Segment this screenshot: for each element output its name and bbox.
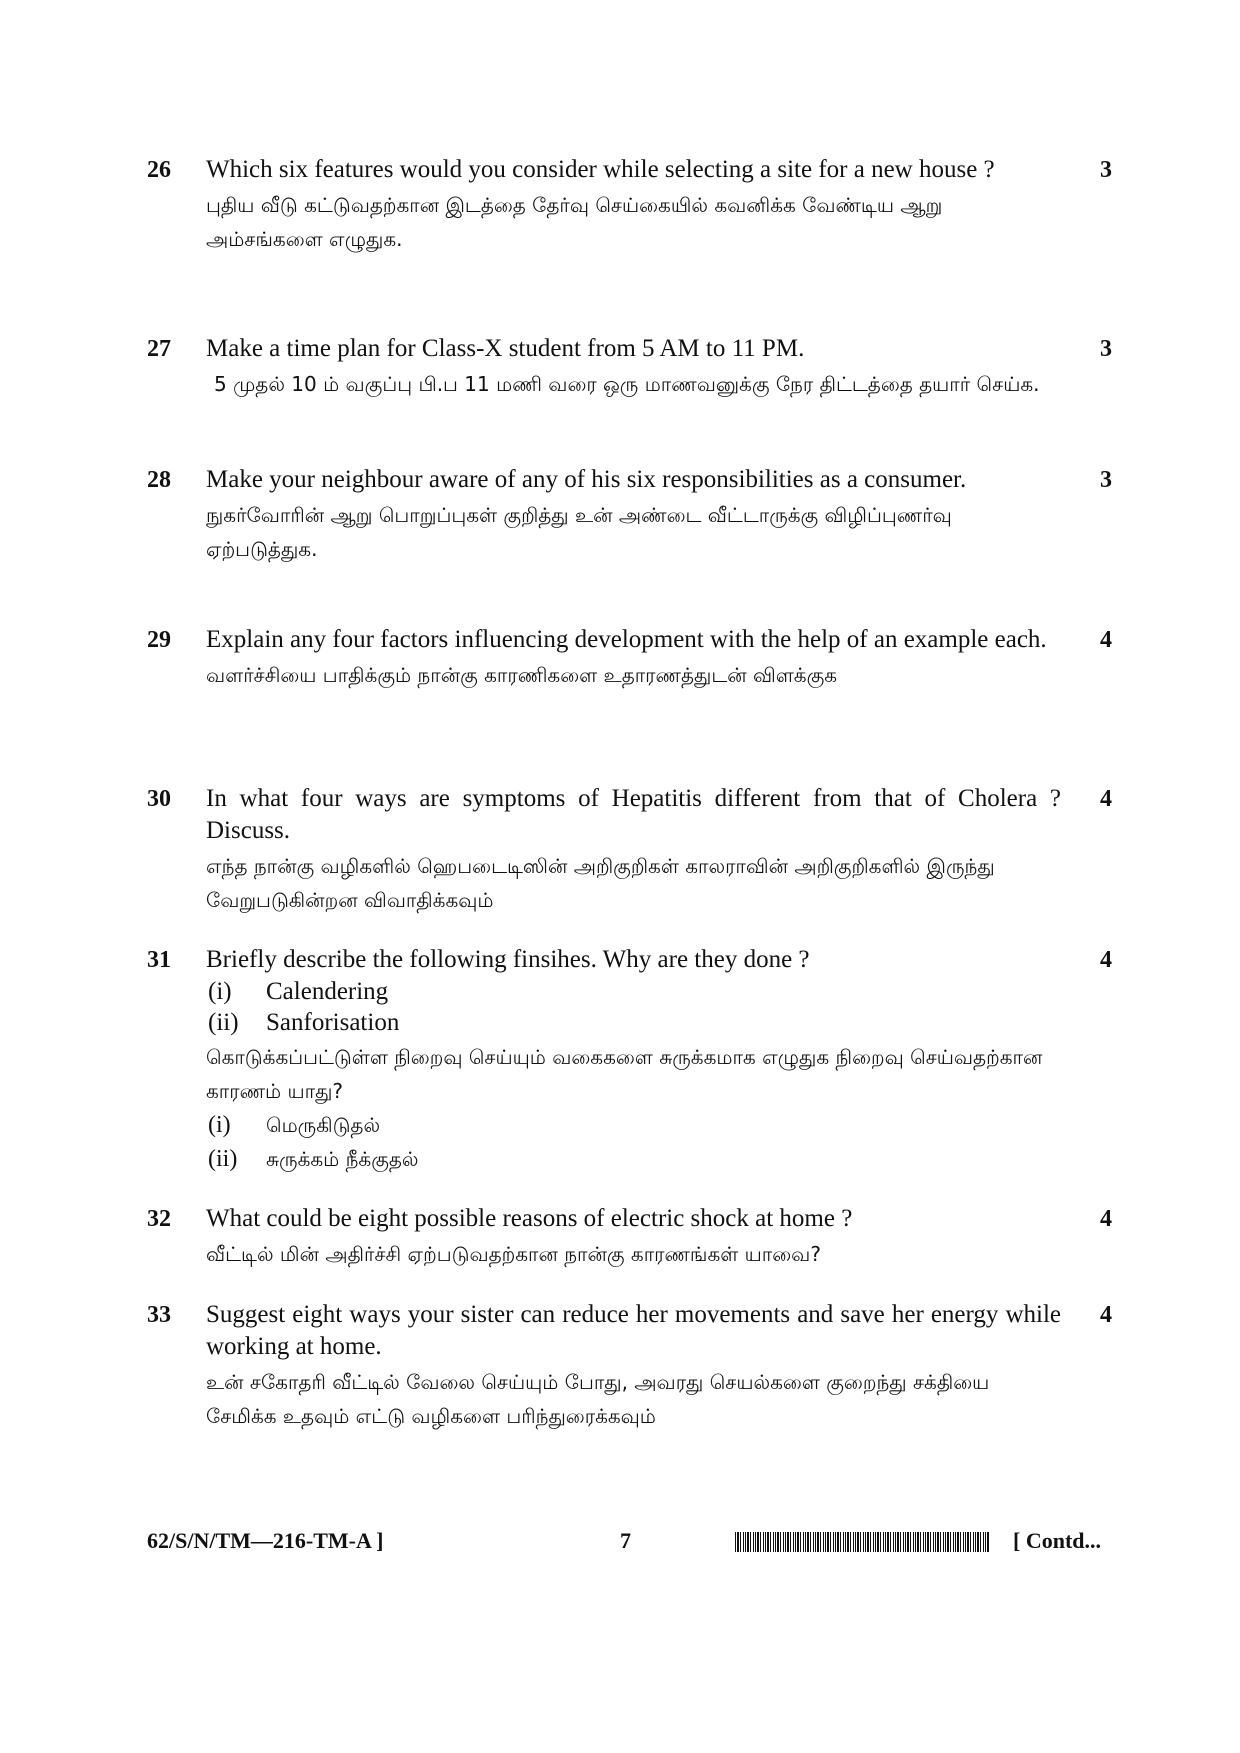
question-text-english: Make a time plan for Class-X student from 5 AM to 11 PM. xyxy=(206,335,805,362)
question-text-english: In what four ways are symptoms of Hepatitis different from that of Cholera ? Discuss. xyxy=(206,785,1061,844)
question-number: 27 xyxy=(147,336,171,362)
question-marks: 4 xyxy=(1100,786,1112,812)
page-number: 7 xyxy=(620,1528,631,1553)
question-marks: 4 xyxy=(1100,947,1112,973)
sub-item-text: மெருகிடுதல் xyxy=(266,1113,381,1137)
sub-item xyxy=(206,1142,1061,1176)
question-marks: 3 xyxy=(1100,157,1112,183)
question-text-tamil: புதிய வீடு கட்டுவதற்கான இடத்தை தேர்வு செய்கையில் கவனிக்க வேண்டிய ஆறு அம்சங்களை எழுதுக. xyxy=(206,193,943,251)
sub-item-text: Calendering xyxy=(266,978,389,1005)
sub-item-number: (ii) xyxy=(208,1146,238,1172)
question-text-english: Briefly describe the following finsihes. Why are they done ? xyxy=(206,946,810,973)
question-number: 30 xyxy=(147,786,171,812)
question-marks: 4 xyxy=(1100,1302,1112,1328)
sub-item-number: (i) xyxy=(208,978,232,1005)
sub-item-text: Sanforisation xyxy=(266,1009,400,1036)
question-number: 28 xyxy=(147,467,171,493)
question-number: 33 xyxy=(147,1302,171,1328)
sub-item xyxy=(206,1108,1061,1142)
question-marks: 4 xyxy=(1100,1206,1112,1232)
question-text-english: Explain any four factors influencing development with the help of an example each. xyxy=(206,626,1047,653)
question-text-tamil: வளர்ச்சியை பாதிக்கும் நான்கு காரணிகளை உதாரணத்துடன் விளக்குக xyxy=(206,663,838,687)
question-text-english: What could be eight possible reasons of electric shock at home ? xyxy=(206,1205,853,1232)
continued-label: [ Contd... xyxy=(1013,1528,1102,1553)
question-text-tamil: உன் சகோதரி வீட்டில் வேலை செய்யும் போது, அவரது செயல்களை குறைந்து சக்தியை சேமிக்க உதவும் எட்டு வழிகளை பரிந்துரைக்கவும் xyxy=(206,1370,990,1428)
question-number: 29 xyxy=(147,627,171,653)
sub-item-number: (i) xyxy=(208,1112,231,1138)
sub-item xyxy=(206,1007,1061,1038)
question-marks: 4 xyxy=(1100,627,1112,653)
question-text-tamil: வீட்டில் மின் அதிர்ச்சி ஏற்படுவதற்கான நான்கு காரணங்கள் யாவை? xyxy=(206,1242,821,1266)
question-text-tamil: 5 முதல் 10 ம் வகுப்பு பி.ப 11 மணி வரை ஒரு மாணவனுக்கு நேர திட்டத்தை தயார் செய்க. xyxy=(214,372,1040,396)
question-text-english: Which six features would you consider while selecting a site for a new house ? xyxy=(206,156,995,183)
question-text-english: Make your neighbour aware of any of his six responsibilities as a consumer. xyxy=(206,466,967,493)
question-text-tamil: கொடுக்கப்பட்டுள்ள நிறைவு செய்யும் வகைகளை சுருக்கமாக எழுதுக நிறைவு செய்வதற்கான காரணம் யாது? xyxy=(206,1045,1043,1103)
sub-item-number: (ii) xyxy=(208,1009,239,1036)
sub-item-text: சுருக்கம் நீக்குதல் xyxy=(266,1147,419,1171)
question-text-tamil: நுகர்வோரின் ஆறு பொறுப்புகள் குறித்து உன் அண்டை வீட்டாருக்கு விழிப்புணர்வு ஏற்படுத்துக. xyxy=(206,503,952,561)
question-text-english: Suggest eight ways your sister can reduce her movements and save her energy while working at home. xyxy=(206,1301,1061,1360)
question-number: 32 xyxy=(147,1206,171,1232)
barcode xyxy=(735,1532,990,1552)
question-number: 26 xyxy=(147,157,171,183)
question-number: 31 xyxy=(147,947,171,973)
question-text-tamil: எந்த நான்கு வழிகளில் ஹெபடைடிஸின் அறிகுறிகள் காலராவின் அறிகுறிகளில் இருந்து வேறுபடுகின்றன விவாதிக்கவும் xyxy=(206,854,995,912)
question-marks: 3 xyxy=(1100,467,1112,493)
sub-item xyxy=(206,976,1061,1007)
paper-code: 62/S/N/TM—216-TM-A ] xyxy=(147,1528,384,1553)
page-footer xyxy=(0,1524,1240,1560)
question-marks: 3 xyxy=(1100,336,1112,362)
